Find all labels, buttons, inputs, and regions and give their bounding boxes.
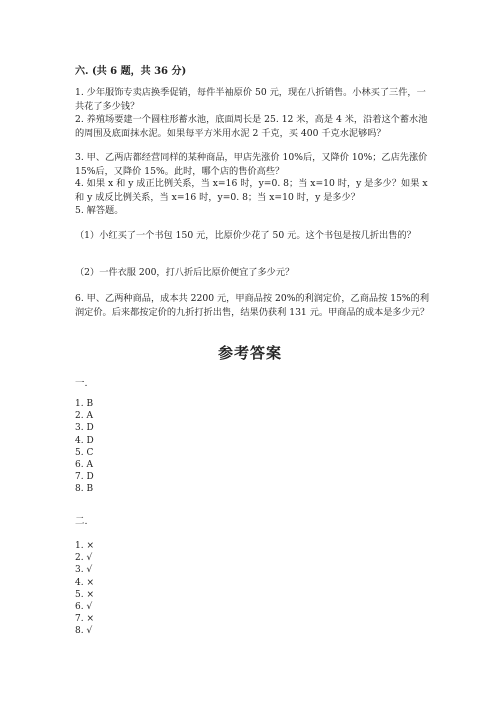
answers-part2-heading: 二. (75, 516, 88, 527)
answers-part2-list (75, 540, 94, 638)
answer-item: 1. × (75, 541, 94, 551)
question-4: 4. 如果 x 和 y 成正比例关系，当 x=16 时，y=0. 8；当 x=10 时，y 是多少？如果 x 和 y 成反比例关系，当 x=16 时，y=0. 8；当 x=10 时，y 是多少？ (75, 178, 431, 203)
answer-item: 4. × (75, 577, 94, 588)
answer-item: 4. D (75, 435, 94, 446)
answer-item: 3. D (75, 423, 94, 434)
answer-item: 5. × (75, 589, 94, 600)
answer-item: 5. C (75, 447, 94, 458)
question-5: 5. 解答题。 (75, 205, 124, 216)
answer-item: 8. √ (75, 626, 93, 637)
section-six-heading: 六. (共 6 题，共 36 分) (75, 66, 187, 77)
answer-item: 2. √ (75, 553, 93, 564)
answers-part1-heading: 一. (75, 378, 88, 389)
answer-item: 6. A (75, 460, 93, 471)
answer-item: 7. D (75, 472, 94, 483)
question-3: 3. 甲、乙两店都经营同样的某种商品，甲店先涨价 10%后，又降价 10%；乙店先涨价 15%后，又降价 15%。此时，哪个店的售价高些？ (75, 152, 431, 177)
answer-item: 3. √ (75, 565, 93, 576)
answers-title: 参考答案 (217, 344, 282, 362)
answer-item: 1. B (75, 399, 94, 409)
question-2: 2. 养殖场要建一个圆柱形蓄水池，底面周长是 25. 12 米，高是 4 米，沿着这个蓄水池的周围及底面抹水泥。如果每平方米用水泥 2 千克，买 400 千克水泥够吗？ (75, 114, 428, 139)
answer-item: 7. × (75, 614, 94, 625)
question-1: 1. 少年服饰专卖店换季促销，每件半袖原价 50 元，现在八折销售。小林买了三件，一共花了多少钱？ (75, 87, 426, 112)
answer-item: 6. √ (75, 602, 93, 613)
answer-item: 8. B (75, 484, 94, 495)
sub-question-1: （1）小红买了一个书包 150 元，比原价少花了 50 元。这个书包是按几折出售的？ (75, 230, 416, 241)
sub-question-2: （2）一件衣服 200，打八折后比原价便宜了多少元？ (75, 267, 295, 278)
answers-part1-list (75, 398, 94, 496)
question-6: 6. 甲、乙两种商品，成本共 2200 元，甲商品按 20%的利润定价，乙商品按 15%的利润定价。后来都按定价的九折打折出售，结果仍获利 131 元。甲商品的成本是多少元？ (75, 293, 430, 318)
answer-item: 2. A (75, 411, 93, 422)
